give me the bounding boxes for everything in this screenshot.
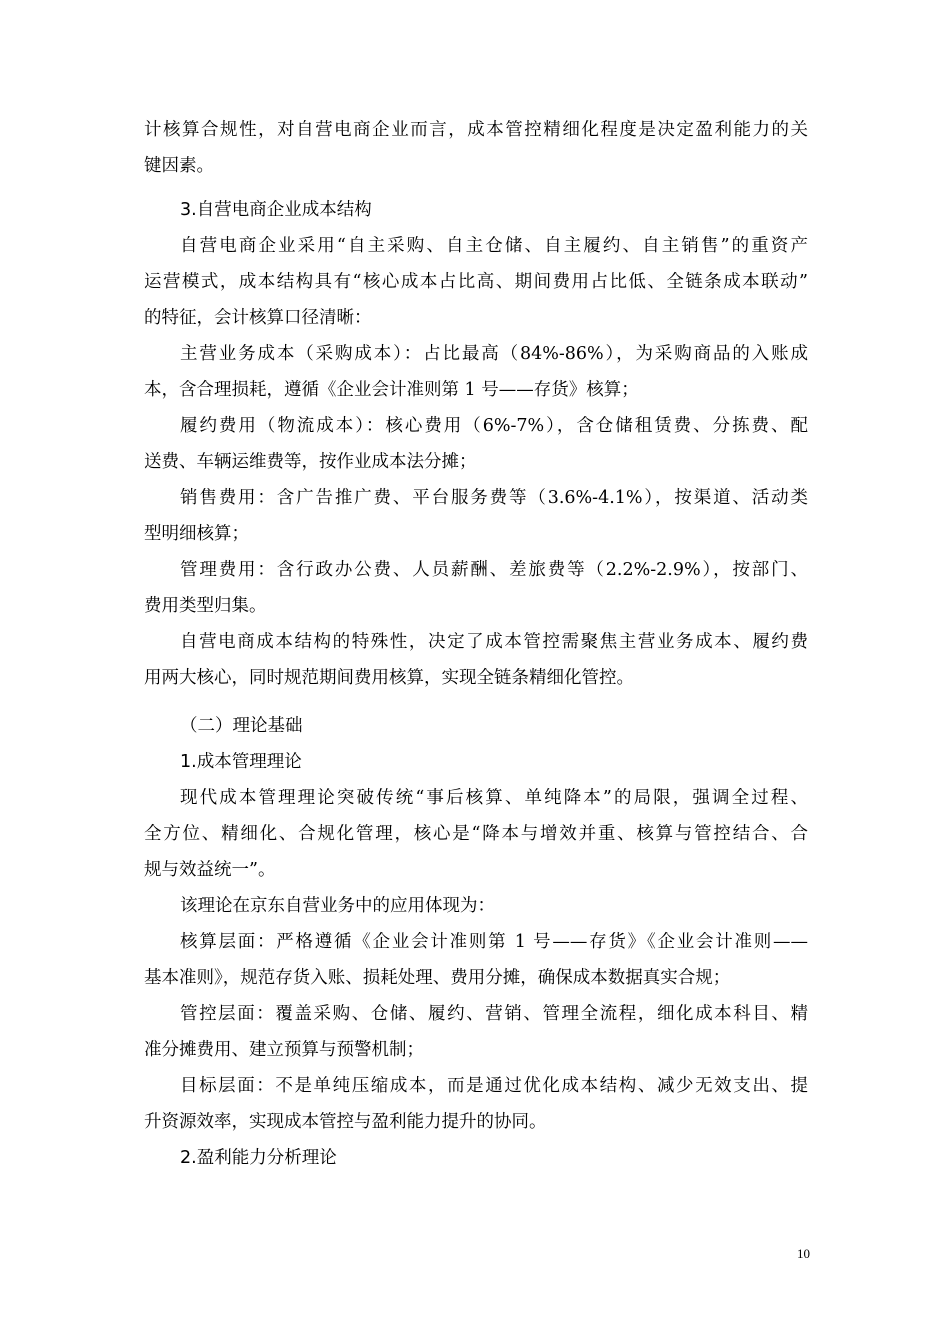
paragraph-line: 全方位、精细化、合规化管理，核心是“降本与增效并重、核算与管控结合、合 [144,824,808,844]
paragraph-line: 计核算合规性，对自营电商企业而言，成本管控精细化程度是决定盈利能力的关 [144,120,808,140]
paragraph-line: 目标层面：不是单纯压缩成本，而是通过优化成本结构、减少无效支出、提 [180,1076,808,1096]
section-heading: 2.盈利能力分析理论 [180,1148,337,1168]
paragraph-line: 核算层面：严格遵循《企业会计准则第 1 号——存货》《企业会计准则—— [180,932,808,952]
paragraph-line: 费用类型归集。 [144,596,267,616]
paragraph-line: 主营业务成本（采购成本）：占比最高（84%-86%），为采购商品的入账成 [180,344,808,364]
paragraph-line: 自营电商成本结构的特殊性，决定了成本管控需聚焦主营业务成本、履约费 [180,632,808,652]
paragraph-line: 键因素。 [144,156,214,176]
section-heading: 1.成本管理理论 [180,752,302,772]
paragraph-line: 自营电商企业采用“自主采购、自主仓储、自主履约、自主销售”的重资产 [180,236,808,256]
paragraph-line: 销售费用：含广告推广费、平台服务费等（3.6%-4.1%），按渠道、活动类 [180,488,808,508]
paragraph-line: 基本准则》，规范存货入账、损耗处理、费用分摊，确保成本数据真实合规； [144,968,731,988]
section-heading: （二）理论基础 [180,716,303,736]
paragraph-line: 运营模式，成本结构具有“核心成本占比高、期间费用占比低、全链条成本联动” [144,272,808,292]
paragraph-line: 管理费用：含行政办公费、人员薪酬、差旅费等（2.2%-2.9%），按部门、 [180,560,808,580]
paragraph-line: 管控层面：覆盖采购、仓储、履约、营销、管理全流程，细化成本科目、精 [180,1004,808,1024]
page-number: 10 [797,1246,810,1261]
paragraph-line: 本，含合理损耗，遵循《企业会计准则第 1 号——存货》核算； [144,380,639,400]
paragraph-line: 用两大核心，同时规范期间费用核算，实现全链条精细化管控。 [144,668,634,688]
paragraph-line: 该理论在京东自营业务中的应用体现为： [180,896,495,916]
paragraph-line: 规与效益统一”。 [144,860,276,880]
paragraph-line: 升资源效率，实现成本管控与盈利能力提升的协同。 [144,1112,547,1132]
paragraph-line: 送费、车辆运维费等，按作业成本法分摊； [144,452,477,472]
paragraph-line: 型明细核算； [144,524,249,544]
paragraph-line: 现代成本管理理论突破传统“事后核算、单纯降本”的局限，强调全过程、 [180,788,808,808]
paragraph-line: 准分摊费用、建立预算与预警机制； [144,1040,424,1060]
paragraph-line: 的特征，会计核算口径清晰： [144,308,372,328]
paragraph-line: 履约费用（物流成本）：核心费用（6%-7%），含仓储租赁费、分拣费、配 [180,416,808,436]
section-heading: 3.自营电商企业成本结构 [180,200,372,220]
